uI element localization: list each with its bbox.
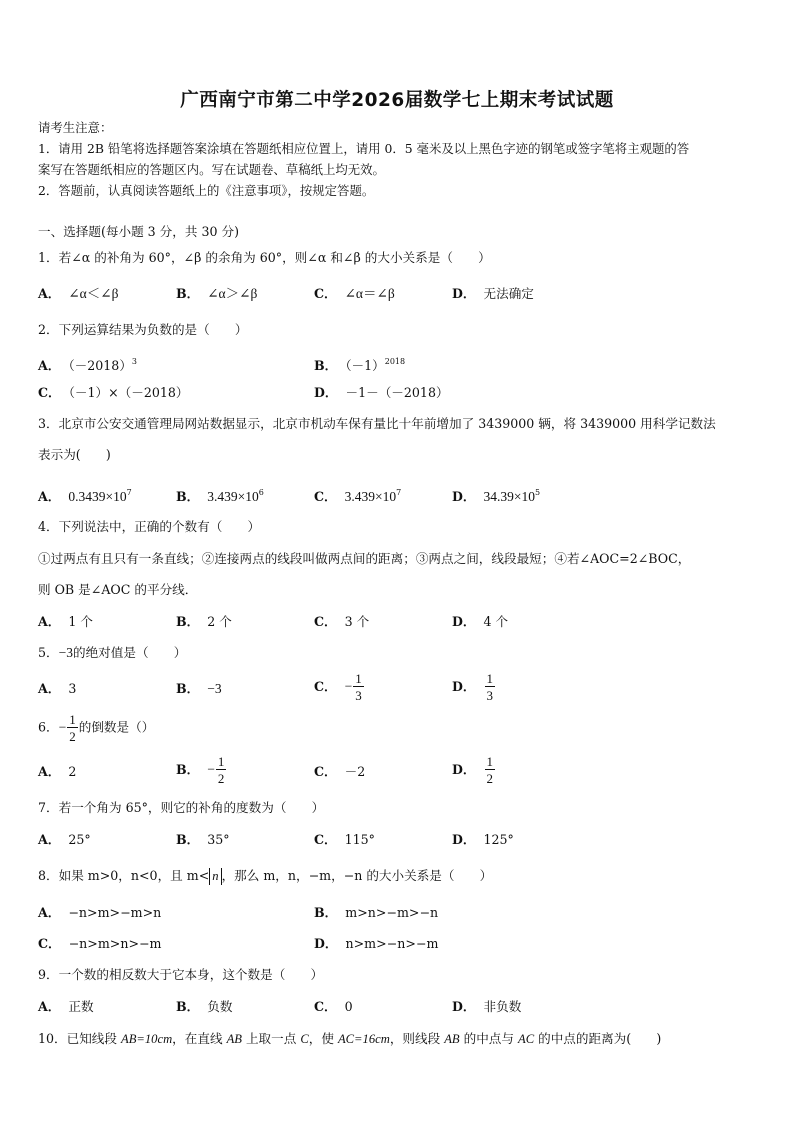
q1-option-b	[176, 286, 257, 302]
stem-text: 上取一点	[241, 1031, 301, 1046]
q4-option-d	[452, 614, 508, 630]
option-label: D．	[314, 936, 338, 951]
option-label: C．	[314, 678, 337, 694]
option-exponent: 3	[131, 357, 138, 366]
option-text: 3.439×10	[344, 489, 397, 504]
q2-option-c	[38, 385, 189, 401]
numerator: 1	[486, 754, 494, 769]
denominator: 2	[217, 771, 225, 786]
option-label: B．	[176, 286, 200, 301]
option-label: D．	[452, 489, 476, 504]
option-label: B．	[176, 999, 200, 1014]
option-label: C．	[314, 999, 337, 1014]
option-exponent: 6	[258, 488, 264, 497]
question-7-stem: 7．若一个角为 65°，则它的补角的度数为（ ）	[38, 800, 325, 815]
option-label: C．	[314, 614, 337, 629]
question-4-statements-line-2: 则 OB 是∠AOC 的平分线．	[38, 582, 198, 597]
option-text: 115°	[344, 832, 375, 847]
option-text: 负数	[207, 999, 233, 1014]
option-text: 2	[68, 764, 77, 779]
option-label: D．	[452, 999, 476, 1014]
option-exponent: 2018	[384, 357, 406, 366]
stem-text: ，那么 m，n，−m，−n 的大小关系是（ ）	[221, 868, 493, 883]
question-3-stem-line-2: 表示为( )	[38, 447, 111, 462]
q8-option-b	[314, 905, 438, 921]
q7-option-b	[176, 832, 230, 848]
option-label: A．	[38, 999, 61, 1014]
denominator: 3	[486, 688, 494, 703]
option-sign: −	[344, 678, 353, 694]
stem-text: 10．已知线段	[38, 1031, 121, 1046]
stem-math: −3	[58, 645, 73, 660]
question-4-stem: 4．下列说法中，正确的个数有（ ）	[38, 519, 261, 534]
option-label: D．	[452, 832, 476, 847]
denominator: 3	[355, 688, 362, 703]
option-text: 35°	[207, 832, 230, 847]
stem-text: 8．如果 m>0，n<0，且 m<	[38, 868, 210, 883]
fraction	[485, 755, 496, 785]
option-text: 无法确定	[483, 286, 534, 301]
q2-option-a	[38, 354, 137, 374]
fraction	[216, 755, 227, 785]
numerator: 1	[486, 671, 494, 686]
denominator: 2	[69, 729, 76, 744]
option-text: m>n>−m>−n	[345, 905, 439, 920]
option-exponent: 7	[126, 488, 132, 497]
option-text: 125°	[483, 832, 514, 847]
q7-option-c	[314, 832, 375, 848]
q9-option-c	[314, 999, 353, 1015]
stem-text: 的倒数是（）	[78, 719, 155, 735]
option-label: D．	[314, 385, 338, 400]
option-label: C．	[38, 385, 61, 400]
question-5-stem	[38, 645, 186, 661]
option-label: B．	[176, 681, 200, 696]
question-8-stem	[38, 868, 492, 885]
q2-option-b	[314, 354, 405, 374]
option-text: 2 个	[207, 614, 232, 629]
option-text: （－1）×（－2018）	[68, 385, 189, 400]
option-text: （－2018）	[68, 358, 132, 373]
q9-option-d	[452, 999, 521, 1015]
option-label: B．	[314, 358, 338, 373]
option-exponent: 7	[396, 488, 402, 497]
q8-option-a	[38, 905, 161, 921]
option-label: B．	[314, 905, 338, 920]
question-number: 5．	[38, 645, 59, 660]
option-text: ∠α＞∠β	[207, 286, 258, 301]
option-text: ∠α＝∠β	[344, 286, 395, 301]
q8-option-c	[38, 936, 162, 952]
q1-option-c	[314, 286, 395, 302]
stem-text: ，则线段	[389, 1031, 445, 1046]
option-label: A．	[38, 764, 61, 779]
absolute-value: n	[209, 868, 221, 885]
stem-text: ，在直线	[172, 1031, 227, 1046]
stem-math: AB=10cm	[121, 1032, 173, 1046]
q1-option-a	[38, 286, 118, 302]
question-9-stem: 9．一个数的相反数大于它本身，这个数是（ ）	[38, 967, 324, 982]
option-text: −n>m>−m>n	[68, 905, 162, 920]
q4-option-c	[314, 614, 369, 630]
numerator: 1	[69, 712, 76, 727]
option-label: D．	[452, 614, 476, 629]
q2-option-d	[314, 385, 449, 401]
stem-math: AB	[226, 1032, 242, 1046]
note-1-line-2: 案写在答题纸相应的答题区内。写在试题卷、草稿纸上均无效。	[38, 162, 385, 177]
notes-header: 请考生注意：	[38, 120, 113, 135]
question-10-stem	[38, 1031, 661, 1047]
option-label: B．	[176, 489, 200, 504]
stem-text: 的中点与	[459, 1031, 518, 1046]
option-label: B．	[176, 614, 200, 629]
option-text: 0.3439×10	[68, 489, 127, 504]
option-text: 3	[68, 681, 77, 696]
option-text: －2	[344, 764, 366, 779]
option-label: D．	[452, 286, 476, 301]
question-1-stem: 1．若∠α 的补角为 60°，∠β 的余角为 60°，则∠α 和∠β 的大小关系是（ ）	[38, 250, 491, 265]
option-label: C．	[314, 832, 337, 847]
option-text: 1 个	[68, 614, 93, 629]
stem-text: 的绝对值是（ ）	[72, 645, 187, 660]
q9-option-b	[176, 999, 232, 1015]
note-1-line-1: 1．请用 2B 铅笔将选择题答案涂填在答题纸相应位置上，请用 0．5 毫米及以上黑色字迹的钢笔或签字笔将主观题的答	[38, 141, 690, 156]
stem-text: 的中点的距离为( )	[534, 1031, 662, 1046]
stem-math: C	[300, 1032, 309, 1046]
option-label: D．	[452, 678, 476, 694]
option-text: －1－（－2018）	[345, 385, 449, 400]
q6-option-d	[452, 755, 496, 785]
option-text: 4 个	[483, 614, 509, 629]
stem-sign: −	[58, 719, 67, 735]
option-label: A．	[38, 905, 61, 920]
q9-option-a	[38, 999, 94, 1015]
q3-option-c	[314, 485, 401, 505]
option-exponent: 5	[535, 488, 541, 497]
question-3-stem-line-1: 3．北京市公安交通管理局网站数据显示，北京市机动车保有量比十年前增加了 3439000 辆，将 3439000 用科学记数法	[38, 416, 716, 431]
exam-title: 广西南宁市第二中学2026届数学七上期末考试试题	[180, 90, 614, 111]
q3-option-a	[38, 485, 132, 505]
question-4-statements-line-1: ①过两点有且只有一条直线；②连接两点的线段叫做两点间的距离；③两点之间，线段最短；④若∠AOC=2∠BOC，	[38, 551, 691, 566]
q5-option-a	[38, 681, 76, 697]
q1-option-d	[452, 286, 534, 302]
option-sign: −	[207, 761, 215, 777]
denominator: 2	[486, 771, 494, 786]
question-number: 6．	[38, 719, 59, 735]
option-text: 34.39×10	[483, 489, 536, 504]
q8-option-d	[314, 936, 438, 952]
note-2: 2．答题前，认真阅读答题纸上的《注意事项》，按规定答题。	[38, 183, 375, 198]
option-label: C．	[314, 489, 337, 504]
q5-option-c	[314, 672, 365, 702]
option-label: A．	[38, 614, 61, 629]
option-label: A．	[38, 358, 61, 373]
option-text: 3.439×10	[207, 489, 259, 504]
option-text: −n>m>n>−m	[68, 936, 162, 951]
fraction	[485, 672, 496, 702]
option-label: B．	[176, 761, 200, 777]
stem-math: AC=16cm	[337, 1032, 390, 1046]
q3-option-d	[452, 485, 540, 505]
question-6-stem	[38, 713, 154, 743]
option-label: D．	[452, 761, 476, 777]
option-label: C．	[314, 286, 337, 301]
fraction	[67, 713, 78, 743]
option-text: （－1）	[345, 358, 385, 373]
option-text: n>m>−n>−m	[345, 936, 439, 951]
stem-text: ，使	[308, 1031, 338, 1046]
numerator: 1	[217, 754, 225, 769]
option-label: A．	[38, 832, 61, 847]
q4-option-b	[176, 614, 232, 630]
option-text: 3 个	[344, 614, 370, 629]
option-label: A．	[38, 489, 61, 504]
q6-option-c	[314, 764, 365, 780]
stem-math: AB	[444, 1032, 460, 1046]
option-text: 0	[344, 999, 353, 1014]
q7-option-d	[452, 832, 514, 848]
q5-option-b	[176, 681, 222, 697]
option-label: C．	[314, 764, 337, 779]
option-label: B．	[176, 832, 200, 847]
option-label: A．	[38, 286, 61, 301]
q7-option-a	[38, 832, 91, 848]
q4-option-a	[38, 614, 93, 630]
numerator: 1	[355, 671, 362, 686]
q6-option-a	[38, 764, 76, 780]
option-text: 非负数	[483, 999, 522, 1014]
q6-option-b	[176, 755, 227, 785]
option-label: A．	[38, 681, 61, 696]
option-text: 25°	[68, 832, 91, 847]
option-text: 正数	[68, 999, 94, 1014]
q5-option-d	[452, 672, 496, 702]
stem-math: AC	[518, 1032, 535, 1046]
option-text: −3	[207, 681, 222, 696]
fraction	[353, 672, 364, 702]
question-2-stem: 2．下列运算结果为负数的是（ ）	[38, 322, 248, 337]
section-heading: 一、选择题(每小题 3 分，共 30 分)	[38, 224, 240, 239]
q3-option-b	[176, 485, 264, 505]
option-text: ∠α＜∠β	[68, 286, 119, 301]
option-label: C．	[38, 936, 61, 951]
